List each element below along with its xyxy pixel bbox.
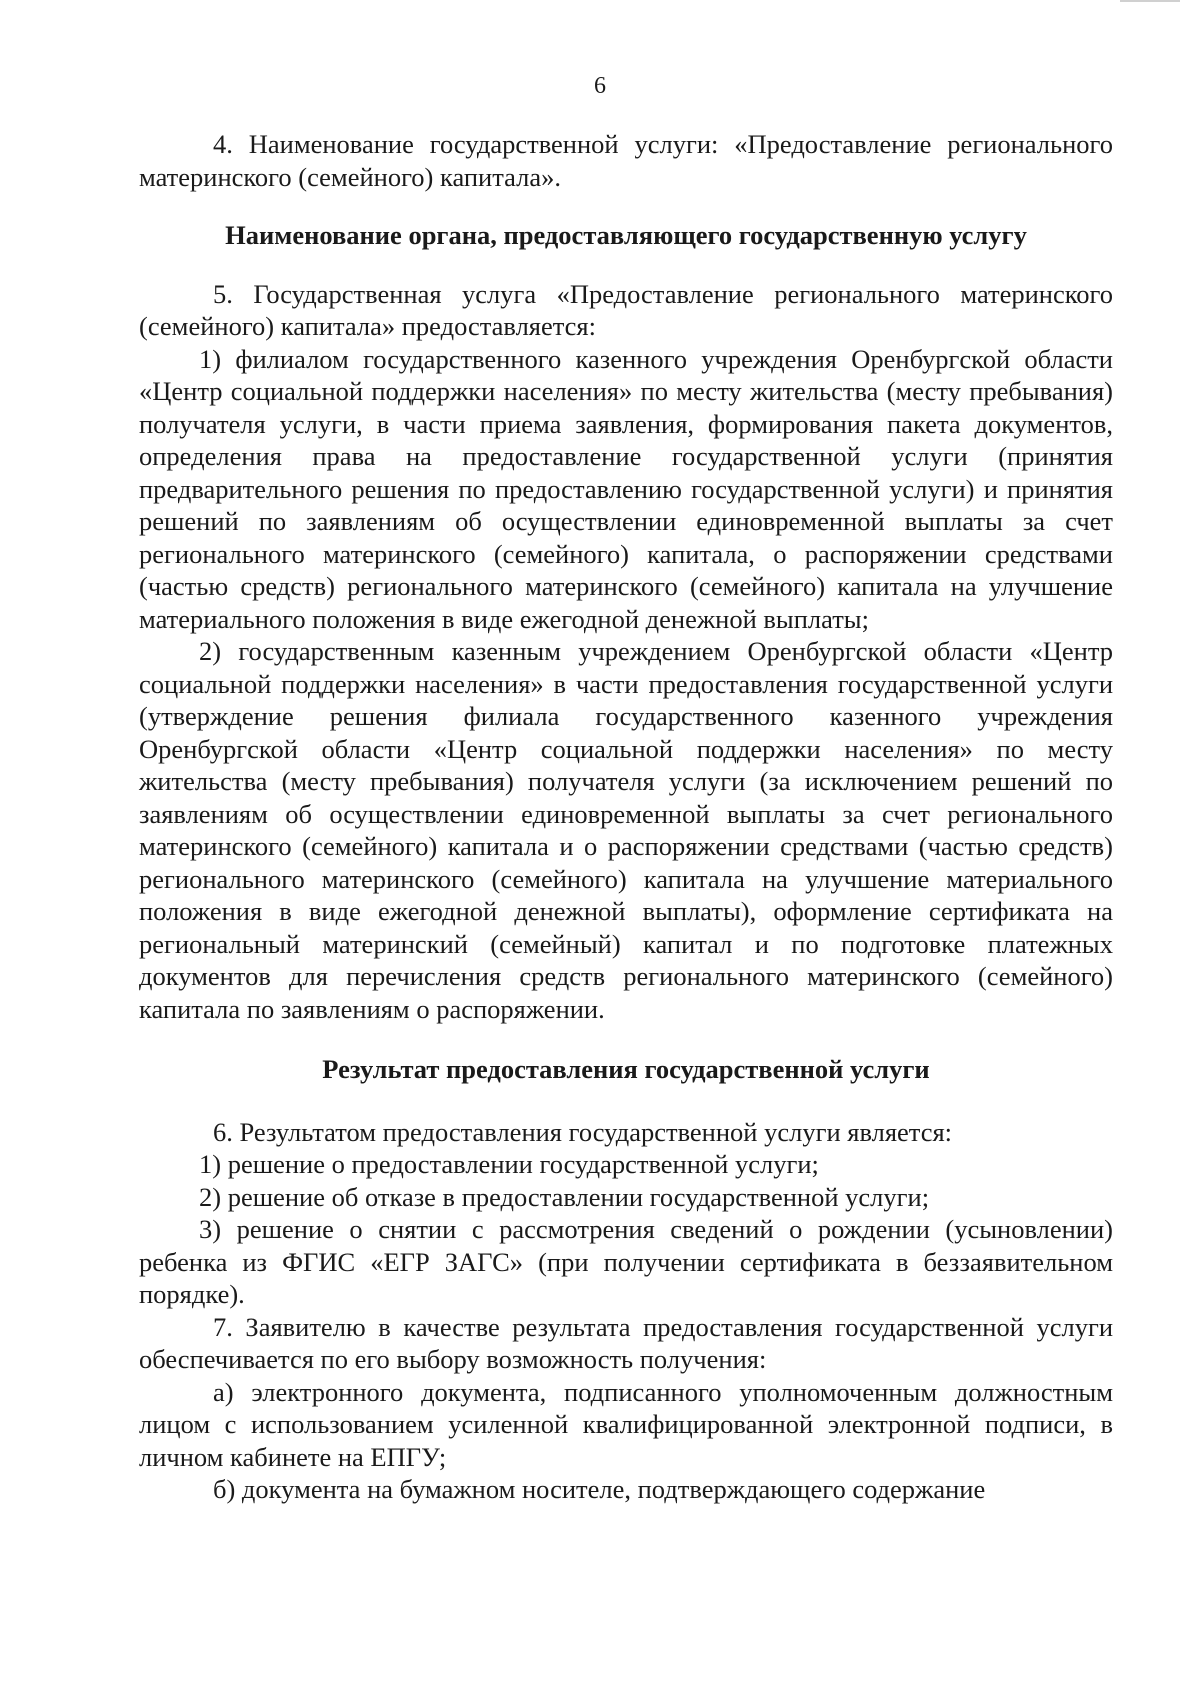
heading-service-result: Результат предоставления государственной услуги	[322, 1054, 930, 1084]
paragraph-5-item-2: 2) государственным казенным учреждением Оренбургской области «Центр социальной поддержки населения» в части предоставления государственной услуги (утверждение решения филиала государственного казенного учреждения Оренбургской области «Центр социальной поддержки населения» по месту жительства (месту пребывания) получателя услуги (за исключением решений по заявлениям об осуществлении единовременной выплаты за счет регионального материнского (семейного) капитала и о распоряжении средствами (частью средств) регионального материнского (семейного) капитала на улучшение материального положения в виде ежегодной денежной выплаты), оформление сертификата на региональный материнский (семейный) капитал и по подготовке платежных документов для перечисления средств регионального материнского (семейного) капитала по заявлениям о распоряжении.	[139, 636, 1113, 1024]
paragraph-7: 7. Заявителю в качестве результата предоставления государственной услуги обеспечивается по его выбору возможность получения:	[139, 1311, 1113, 1374]
scan-edge-mark	[1120, 0, 1180, 2]
paragraph-4: 4. Наименование государственной услуги: «Предоставление регионального материнского (семейного) капитала».	[139, 129, 1113, 192]
heading-service-provider: Наименование органа, предоставляющего государственную услугу	[225, 220, 1027, 250]
paragraph-7-item-a: а) электронного документа, подписанного уполномоченным должностным лицом с использованием усиленной квалифицированной электронной подписи, в личном кабинете на ЕПГУ;	[139, 1376, 1113, 1472]
paragraph-6-item-1: 1) решение о предоставлении государственной услуги;	[199, 1149, 819, 1179]
paragraph-6-item-3: 3) решение о снятии с рассмотрения сведений о рождении (усыновлении) ребенка из ФГИС «ЕГР ЗАГС» (при получении сертификата в беззаявительном порядке).	[139, 1214, 1113, 1309]
paragraph-7-item-b: б) документа на бумажном носителе, подтверждающего содержание	[213, 1474, 986, 1504]
paragraph-6-item-2: 2) решение об отказе в предоставлении государственной услуги;	[199, 1181, 930, 1212]
paragraph-5-item-1: 1) филиалом государственного казенного учреждения Оренбургской области «Центр социальной поддержки населения» по месту жительства (месту пребывания) получателя услуги, в части приема заявления, формирования пакета документов, определения права на предоставление государственной услуги (принятия предварительного решения по предоставлению государственной услуги) и принятия решений по заявлениям об осуществлении единовременной выплаты за счет регионального материнского (семейного) капитала, о распоряжении средствами (частью средств) регионального материнского (семейного) капитала на улучшение материального положения в виде ежегодной денежной выплаты;	[139, 343, 1113, 634]
paragraph-5: 5. Государственная услуга «Предоставление регионального материнского (семейного) капитала» предоставляется:	[139, 278, 1113, 341]
document-body	[139, 128, 1113, 1506]
paragraph-6: 6. Результатом предоставления государственной услуги является:	[213, 1116, 953, 1147]
page-number: 6	[594, 73, 606, 99]
